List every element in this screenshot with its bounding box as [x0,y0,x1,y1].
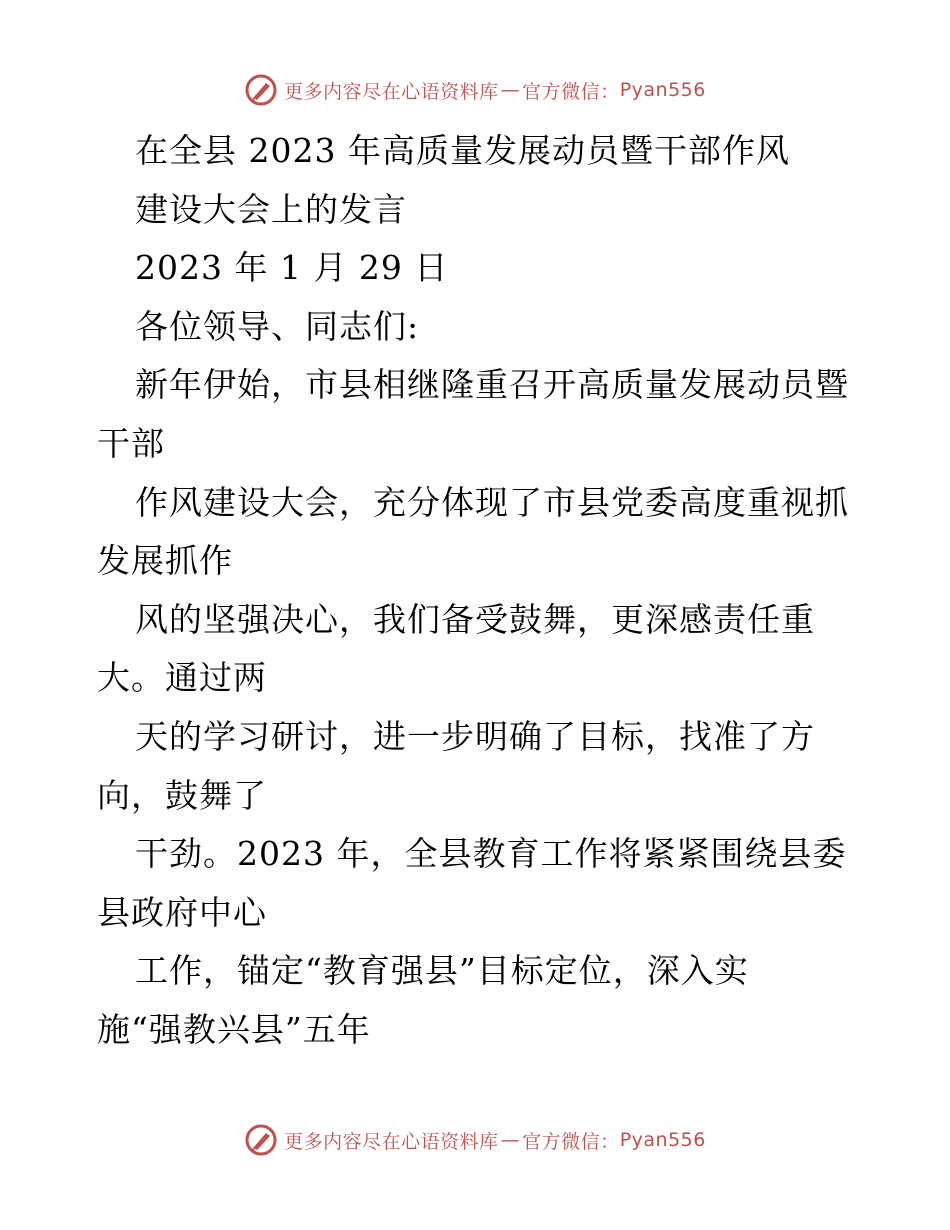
document-line: 2023 年 1 月 29 日 [135,248,449,288]
document-line: 新年伊始，市县相继隆重召开高质量发展动员暨 [135,365,849,405]
document-line: 各位领导、同志们: [135,306,420,346]
document-line: 向，鼓舞了 [97,775,267,815]
header-watermark-banner [0,70,950,110]
banner-wechat-id: Pyan556 [619,79,706,101]
banner-separator: — [500,79,521,101]
document-line: 在全县 2023 年高质量发展动员暨干部作风 [135,131,790,170]
document-line: 天的学习研讨，进一步明确了目标，找准了方 [135,716,815,756]
banner-text: 更多内容尽在心语资料库 [284,80,499,103]
document-line: 风的坚强决心，我们备受鼓舞，更深感责任重 [135,599,815,639]
document-line: 工作，锚定“教育强县”目标定位，深入实 [135,951,749,991]
pen-logo-icon [244,1123,278,1157]
banner-separator: — [500,1129,521,1151]
document-line: 县政府中心 [97,892,267,932]
banner-wechat-label: 官方微信： [522,80,620,103]
document-line: 干劲。2023 年，全县教育工作将紧紧围绕县委 [135,834,847,874]
document-line: 施“强教兴县”五年 [97,1009,371,1049]
document-body [97,122,857,1060]
banner-text: 更多内容尽在心语资料库 [284,1130,499,1153]
document-line: 作风建设大会，充分体现了市县党委高度重视抓 [135,482,849,522]
document-line: 发展抓作 [97,541,233,581]
banner-wechat-label: 官方微信： [522,1130,620,1153]
pen-logo-icon [244,73,278,107]
footer-watermark-banner [0,1120,950,1160]
banner-wechat-id: Pyan556 [619,1129,706,1151]
document-line: 建设大会上的发言 [135,189,407,229]
document-line: 大。通过两 [97,658,267,698]
document-line: 干部 [97,423,165,463]
